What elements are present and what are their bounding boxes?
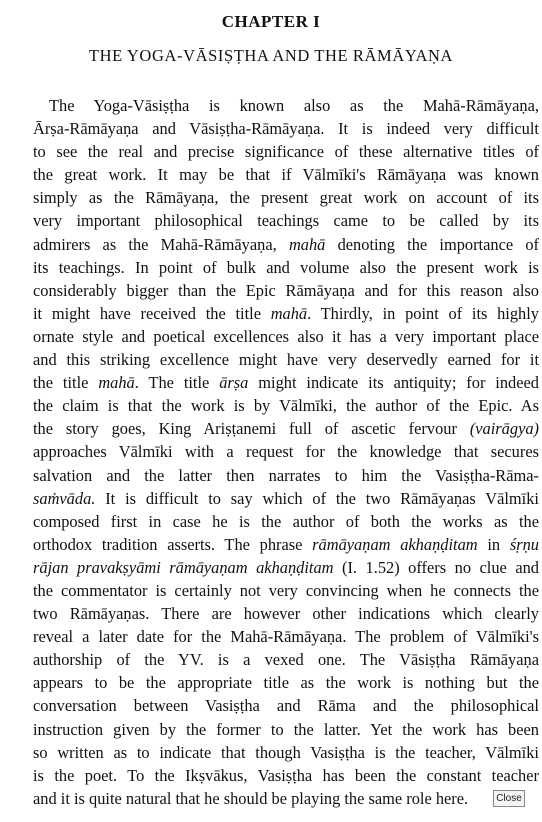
italic-term: saṁvāda. [33, 488, 96, 508]
text-line [33, 487, 539, 510]
text-run: the title [33, 373, 99, 393]
text-line [33, 602, 539, 625]
italic-term: śṛṇu [509, 534, 539, 554]
chapter-title: THE YOGA-VĀSIṢṬHA AND THE RĀMĀYAṆA [88, 46, 454, 65]
text-line [33, 117, 539, 140]
text-line [33, 233, 539, 256]
text-run: salvation and the latter then narrates to him the Vasiṣṭha-Rāma- [33, 465, 539, 485]
text-run: . The title [134, 373, 220, 393]
text-line [33, 625, 539, 648]
italic-term: mahā [98, 373, 135, 393]
text-run: composed first in case he is the author of both the works as the [33, 511, 539, 531]
text-line [33, 209, 539, 232]
text-line [33, 348, 539, 371]
text-line [33, 94, 539, 117]
text-line [33, 279, 539, 302]
text-line [33, 694, 539, 717]
text-run: orthodox tradition asserts. The phrase [33, 534, 313, 554]
italic-term: (vairāgya) [469, 419, 539, 439]
text-line [33, 510, 539, 533]
text-run: very important philosophical teachings came to be called by its [33, 211, 539, 231]
text-run: and this striking excellence might have very deservedly earned for it [33, 350, 539, 370]
text-run: Ārṣa-Rāmāyaṇa and Vāsiṣṭha-Rāmāyaṇa. It is indeed very difficult [33, 119, 539, 139]
text-line [33, 256, 539, 279]
text-run: approaches Vālmīki with a request for the knowledge that secures [33, 442, 539, 462]
italic-term: mahā [288, 234, 326, 254]
text-run: appears to be the appropriate title as the work is nothing but the [33, 673, 539, 693]
text-run: two Rāmāyaṇas. There are however other indications which clearly [33, 604, 539, 624]
text-run: admirers as the Mahā-Rāmāyaṇa, [33, 234, 289, 254]
text-run: it might have received the title [33, 303, 271, 323]
text-run: and it is quite natural that he should be playing the same role here. [33, 788, 469, 808]
text-run: considerably bigger than the Epic Rāmāyaṇa and for this reason also [33, 280, 539, 300]
text-line [33, 533, 539, 556]
text-line [33, 741, 539, 764]
text-line [33, 648, 539, 671]
text-run: reveal a later date for the Mahā-Rāmāyaṇa. The problem of Vālmīki's [33, 627, 539, 647]
italic-term: rāmāyaṇam akhaṇḍitam [312, 534, 478, 554]
text-run: simply as the Rāmāyaṇa, the present great work on account of its [33, 188, 539, 208]
text-run: authorship of the YV. is a vexed one. The Vāsiṣṭha Rāmāyaṇa [33, 650, 539, 670]
text-run: might indicate its antiquity; for indeed [248, 373, 539, 393]
text-run: to see the real and precise significance of these alternative titles of [33, 142, 539, 162]
text-line [33, 417, 539, 440]
text-line [33, 556, 539, 579]
italic-term: rājan pravakṣyāmi rāmāyaṇam akhaṇḍitam [33, 557, 334, 577]
text-line [33, 671, 539, 694]
text-run: its teachings. In point of bulk and volume also the present work is [33, 257, 539, 277]
text-run: the great work. It may be that if Vālmīki's Rāmāyaṇa was known [33, 165, 539, 185]
text-line [33, 764, 539, 787]
text-run: The Yoga-Vāsiṣṭha is known also as the Mahā-Rāmāyaṇa, [49, 96, 539, 115]
text-line [33, 371, 539, 394]
text-run: ornate style and poetical excellences also it has a very important place [33, 326, 539, 346]
text-run: is the poet. To the Ikṣvākus, Vasiṣṭha has been the constant teacher [33, 765, 539, 785]
close-button[interactable]: Close [493, 790, 525, 807]
text-run: . Thirdly, in point of its highly [307, 303, 539, 323]
text-run: the commentator is certainly not very convincing when he connects the [33, 580, 539, 600]
text-run: so written as to indicate that though Vasiṣṭha is the teacher, Vālmīki [33, 742, 539, 762]
text-run: in [477, 534, 510, 554]
text-run: the story goes, King Ariṣṭanemi full of ascetic fervour [33, 419, 470, 439]
italic-term: ārṣa [219, 373, 249, 393]
text-line [33, 718, 539, 741]
text-run: the claim is that the work is by Vālmīki, the author of the Epic. As [33, 396, 539, 416]
text-line [33, 464, 539, 487]
text-run: conversation between Vasiṣṭha and Rāma and the philosophical [33, 696, 539, 716]
text-line [33, 440, 539, 463]
chapter-label: CHAPTER I [221, 12, 321, 31]
text-line [33, 163, 539, 186]
text-line [33, 394, 539, 417]
text-run: It is difficult to say which of the two Rāmāyaṇas Vālmīki [95, 488, 539, 508]
text-line [33, 140, 539, 163]
text-line [33, 302, 539, 325]
text-line [33, 579, 539, 602]
text-line [33, 325, 539, 348]
text-run: (I. 1.52) offers no clue and [333, 557, 539, 577]
text-line [33, 787, 539, 810]
text-run: denoting the importance of [325, 234, 539, 254]
text-run: instruction given by the former to the latter. Yet the work has been [33, 719, 539, 739]
chapter-body-text [33, 94, 539, 810]
text-line [33, 186, 539, 209]
italic-term: mahā [270, 303, 308, 323]
